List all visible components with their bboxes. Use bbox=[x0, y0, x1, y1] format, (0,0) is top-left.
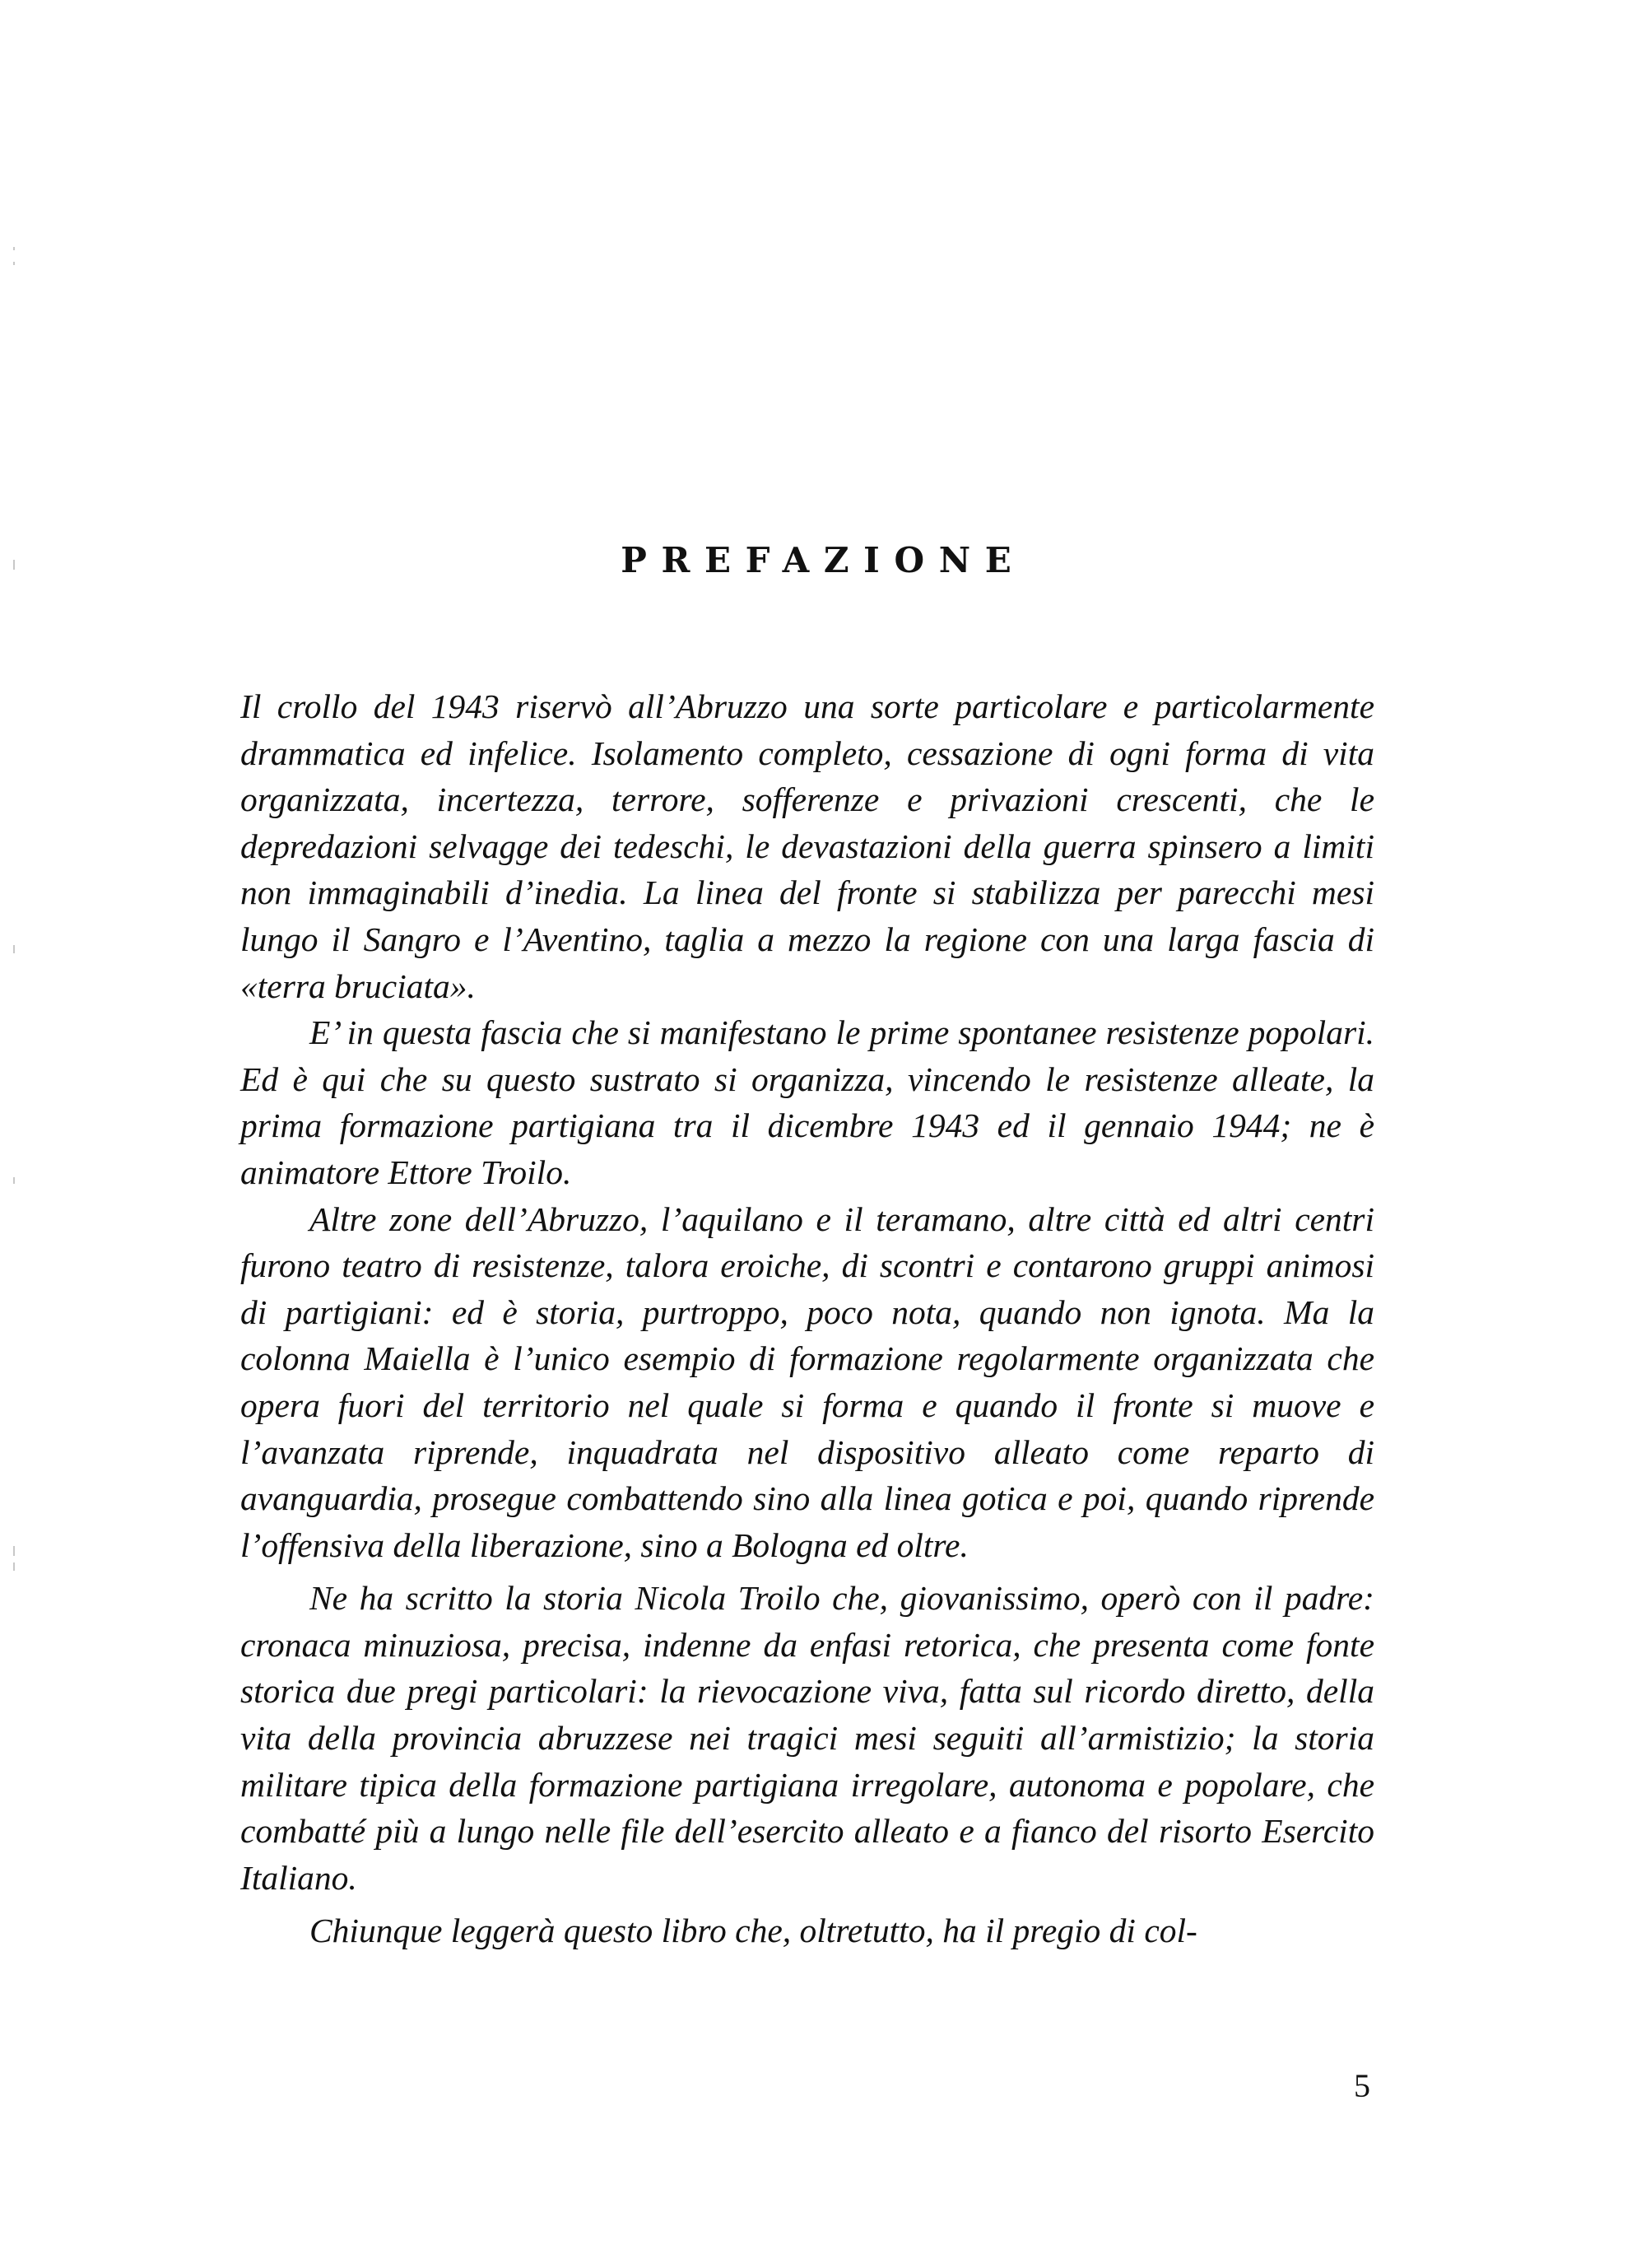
scan-speck bbox=[13, 1177, 15, 1184]
scan-speck bbox=[13, 1562, 15, 1571]
paragraph-2: E’ in questa fascia che si manifestano le prime spontanee resistenze popolari. Ed è qui che su questo sustrato si organizza, vincendo le resistenze alleate, la prima formazione partigiana tra il dicembre 1943 ed il gennaio 1944; ne è animatore Ettore Troilo. bbox=[240, 1013, 1374, 1191]
scan-speck bbox=[13, 945, 15, 953]
paragraph-4: Ne ha scritto la storia Nicola Troilo che, giovanissimo, operò con il padre: cronaca minuziosa, precisa, indenne da enfasi retorica, che presenta come fonte storica due pregi particolari: la rievocazione viva, fatta sul ricordo diretto, della vita della provincia abruzzese nei tragici mesi seguiti all’armistizio; la storia militare tipica della formazione partigiana irregolare, autonoma e popolare, che combatté più a lungo nelle file dell’esercito alleato e a fianco del risorto Esercito Italiano. bbox=[240, 1579, 1374, 1897]
scan-speck bbox=[13, 262, 15, 265]
paragraph-3: Altre zone dell’Abruzzo, l’aquilano e il teramano, altre città ed altri centri furono teatro di resistenze, talora eroiche, di scontri e contarono gruppi animosi di partigiani: ed è storia, purtroppo, poco nota, quando non ignota. Ma la colonna Maiella è l’unico esempio di formazione regolarmente organizzata che opera fuori del territorio nel quale si forma e quando il fronte si muove e l’avanzata riprende, inquadrata nel dispositivo alleato come reparto di avanguardia, prosegue combattendo sino alla linea gotica e poi, quando riprende l’offensiva della liberazione, sino a Bologna ed oltre. bbox=[240, 1199, 1374, 1564]
scan-margin-specks bbox=[13, 0, 18, 2268]
paragraph-1: Il crollo del 1943 riservò all’Abruzzo una sorte particolare e particolarmente drammatica ed infelice. Isolamento completo, cessazione di ogni forma di vita organizzata, incertezza, terrore, sofferenze e privazioni crescenti, che le depredazioni selvagge dei tedeschi, le devastazioni della guerra spinsero a limiti non immaginabili d’inedia. La linea del fronte si stabilizza per parecchi mesi lungo il Sangro e l’Aventino, taglia a mezzo la regione con una larga fascia di «terra bruciata». bbox=[240, 687, 1374, 1005]
page-number: 5 bbox=[1354, 2067, 1370, 2104]
scan-speck bbox=[13, 247, 15, 250]
paragraph-5: Chiunque leggerà questo libro che, oltretutto, ha il pregio di col- bbox=[309, 1912, 1197, 1950]
preface-body bbox=[240, 683, 1374, 1954]
scan-speck bbox=[13, 1546, 15, 1556]
page-title: PREFAZIONE bbox=[621, 540, 1026, 580]
